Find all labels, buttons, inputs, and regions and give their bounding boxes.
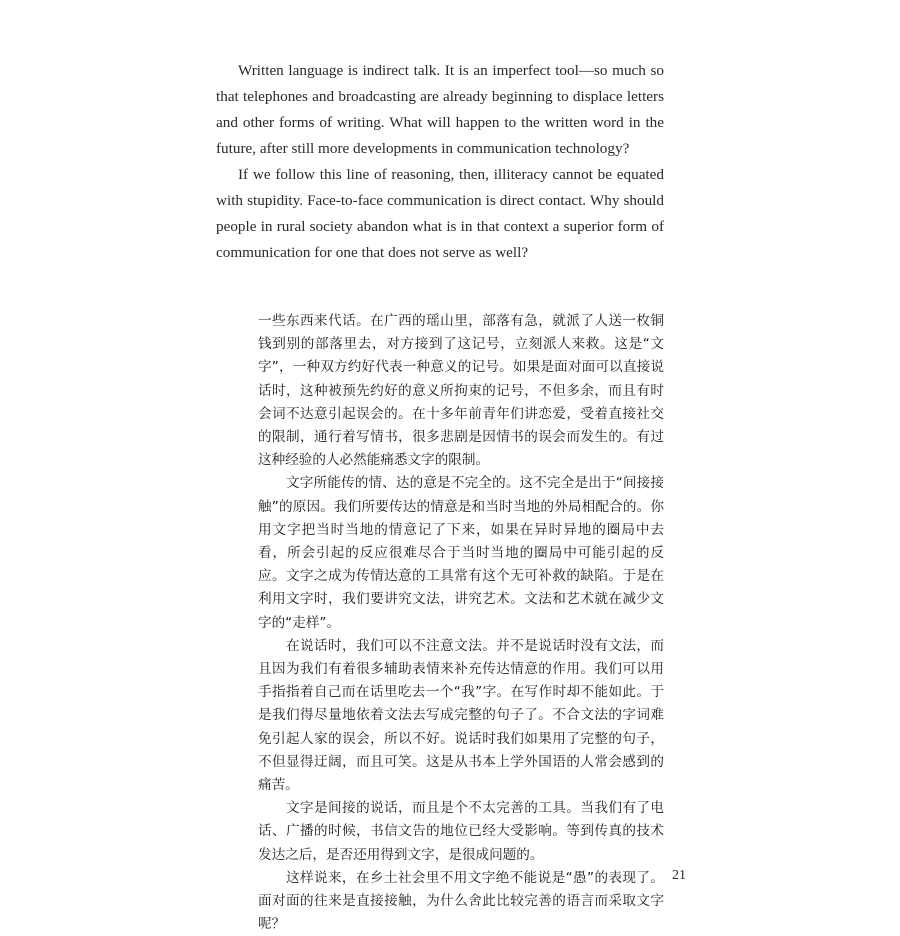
page-number: 21 (672, 868, 686, 883)
chinese-paragraph-2: 文字所能传的情、达的意是不完全的。这不完全是出于“间接接触”的原因。我们所要传达的情意是和当时当地的外局相配合的。你用文字把当时当地的情意记了下来，如果在异时异地的圈局中去看，所会引起的反应很难尽合于当时当地的圈局中可能引起的反应。文字之成为传情达意的工具常有这个无可补救的缺陷。于是在利用文字时，我们要讲究文法，讲究艺术。文法和艺术就在减少文字的“走样”。 (258, 475, 664, 631)
english-translation-block (216, 58, 664, 266)
english-paragraph-2: If we follow this line of reasoning, then, illiteracy cannot be equated with stupidity. Face-to-face communication is direct contact. Why should people in rural society abandon what is in that context a superior form of communication for one that does not serve as well? (216, 166, 664, 261)
chinese-paragraph-4: 文字是间接的说话，而且是个不太完善的工具。当我们有了电话、广播的时候，书信文告的地位已经大受影响。等到传真的技术发达之后，是否还用得到文字，是很成问题的。 (258, 800, 664, 863)
chinese-text-block (258, 310, 664, 936)
english-paragraph-1: Written language is indirect talk. It is an imperfect tool—so much so that telephones and broadcasting are already beginning to displace letters and other forms of writing. What will happen to the written word in the future, after still more developments in communication technology? (216, 62, 664, 157)
chinese-paragraph-5: 这样说来，在乡土社会里不用文字绝不能说是“愚”的表现了。面对面的往来是直接接触，为什么舍此比较完善的语言而采取文字呢？ (258, 869, 664, 933)
chinese-paragraph-3: 在说话时，我们可以不注意文法。并不是说话时没有文法，而且因为我们有着很多辅助表情来补充传达情意的作用。我们可以用手指指着自己而在话里吃去一个“我”字。在写作时却不能如此。于是我们得尽量地依着文法去写成完整的句子了。不合文法的字词难免引起人家的误会，所以不好。说话时我们如果用了完整的句子，不但显得迂阔，而且可笑。这是从书本上学外国语的人常会感到的痛苦。 (258, 637, 664, 794)
chinese-paragraph-1: 一些东西来代话。在广西的瑶山里，部落有急，就派了人送一枚铜钱到别的部落里去，对方接到了这记号，立刻派人来救。这是“文字”，一种双方约好代表一种意义的记号。如果是面对面可以直接说话时，这种被预先约好的意义所拘束的记号，不但多余，而且有时会词不达意引起误会的。在十多年前青年们讲恋爱，受着直接社交的限制，通行着写情书，很多悲剧是因情书的误会而发生的。有过这种经验的人必然能痛悉文字的限制。 (258, 313, 664, 469)
